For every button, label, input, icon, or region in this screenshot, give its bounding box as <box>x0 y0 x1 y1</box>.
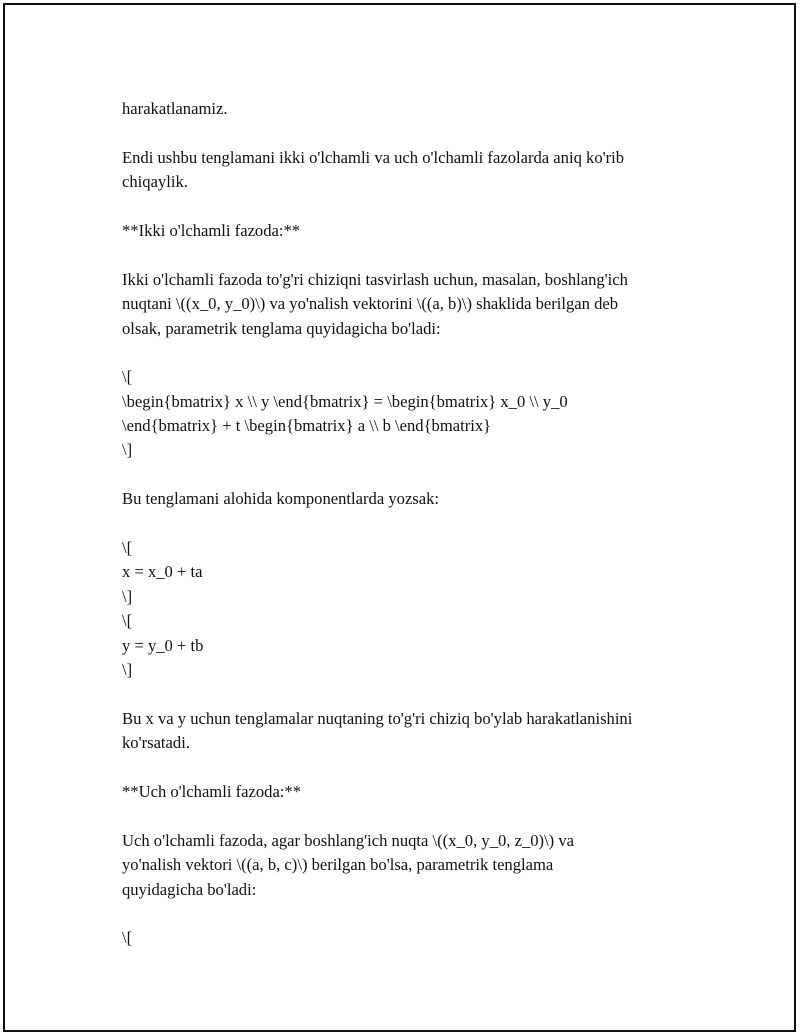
text-line: \[ <box>122 928 133 948</box>
text-line: Uch o'lchamli fazoda, agar boshlang'ich nuqta \((x_0, y_0, z_0)\) va <box>122 830 575 850</box>
paragraph <box>122 487 702 511</box>
text-line: **Ikki o'lchamli fazoda:** <box>122 220 301 240</box>
text-line: harakatlanamiz. <box>122 99 228 118</box>
text-line: Endi ushbu tenglamani ikki o'lchamli va uch o'lchamli fazolarda aniq ko'rib <box>122 147 625 167</box>
paragraph-gap <box>122 463 702 487</box>
text-line: chiqaylik. <box>122 172 188 192</box>
text-line: olsak, parametrik tenglama quyidagicha bo'ladi: <box>122 318 441 338</box>
paragraph-gap <box>122 121 702 145</box>
text-line: x = x_0 + ta <box>122 562 203 582</box>
paragraph <box>122 219 702 243</box>
paragraph <box>122 926 702 950</box>
paragraph <box>122 707 702 756</box>
paragraph <box>122 146 702 195</box>
text-line: ko'rsatadi. <box>122 733 190 753</box>
paragraph-gap <box>122 512 702 536</box>
text-line: \[ <box>122 538 133 558</box>
paragraph-gap <box>122 195 702 219</box>
paragraph <box>122 268 702 341</box>
paragraph <box>122 536 702 682</box>
text-line: \begin{bmatrix} x \\ y \end{bmatrix} = \begin{bmatrix} x_0 \\ y_0 <box>122 391 568 411</box>
paragraph <box>122 97 702 121</box>
text-line: yo'nalish vektori \((a, b, c)\) berilgan bo'lsa, parametrik tenglama <box>122 855 554 875</box>
text-line: quyidagicha bo'ladi: <box>122 879 257 899</box>
text-line: \[ <box>122 611 133 631</box>
paragraph-gap <box>122 902 702 926</box>
text-line: \] <box>122 586 133 606</box>
text-line: \] <box>122 659 133 679</box>
paragraph <box>122 780 702 804</box>
text-line: y = y_0 + tb <box>122 635 204 655</box>
text-line: Bu x va y uchun tenglamalar nuqtaning to'g'ri chiziq bo'ylab harakatlanishini <box>122 708 633 728</box>
text-line: nuqtani \((x_0, y_0)\) va yo'nalish vektorini \((a, b)\) shaklida berilgan deb <box>122 294 619 314</box>
paragraph-gap <box>122 804 702 828</box>
text-line: \[ <box>122 367 133 387</box>
paragraph-gap <box>122 243 702 267</box>
text-line: Ikki o'lchamli fazoda to'g'ri chiziqni tasvirlash uchun, masalan, boshlang'ich <box>122 269 628 289</box>
document-body <box>122 97 702 951</box>
paragraph-gap <box>122 682 702 706</box>
paragraph-gap <box>122 756 702 780</box>
text-line: Bu tenglamani alohida komponentlarda yozsak: <box>122 489 440 509</box>
paragraph-gap <box>122 341 702 365</box>
text-line: **Uch o'lchamli fazoda:** <box>122 781 302 801</box>
paragraph <box>122 365 702 463</box>
text-line: \end{bmatrix} + t \begin{bmatrix} a \\ b \end{bmatrix} <box>122 416 492 436</box>
paragraph <box>122 829 702 902</box>
text-line: \] <box>122 440 133 460</box>
page-frame <box>3 3 796 1032</box>
